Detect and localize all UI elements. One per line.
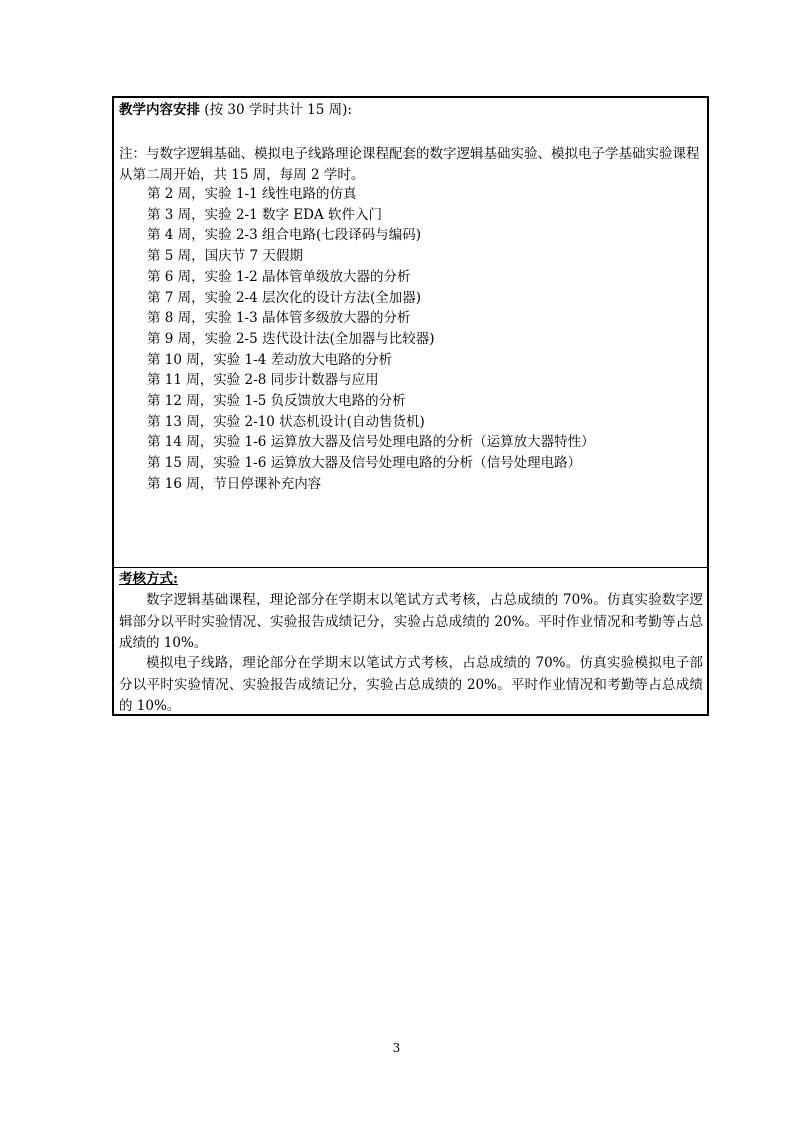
assessment-title: 考核方式: <box>119 571 178 587</box>
assessment-digital-logic: 数字逻辑基础课程，理论部分在学期末以笔试方式考核，占总成绩的 70%。仿真实验数字逻辑部分以平时实验情况、实验报告成绩记分，实验占总成绩的 20%。平时作业情况和考勤等占总成绩的 10%。 <box>119 592 703 651</box>
schedule-item: 第 6 周，实验 1-2 晶体管单级放大器的分析 <box>147 268 411 285</box>
teaching-note: 注：与数字逻辑基础、模拟电子线路理论课程配套的数字逻辑基础实验、模拟电子学基础实验课程从第二周开始，共 15 周，每周 2 学时。 <box>119 146 700 183</box>
page-number: 3 <box>392 1041 401 1055</box>
schedule-item: 第 14 周，实验 1-6 运算放大器及信号处理电路的分析（运算放大器特性） <box>147 434 595 451</box>
schedule-item: 第 16 周，节日停课补充内容 <box>147 475 322 492</box>
schedule-item: 第 15 周，实验 1-6 运算放大器及信号处理电路的分析（信号处理电路） <box>147 455 582 472</box>
schedule-item: 第 3 周，实验 2-1 数字 EDA 软件入门 <box>147 206 383 223</box>
teaching-title: 教学内容安排 <box>119 102 200 118</box>
schedule-item: 第 4 周，实验 2-3 组合电路(七段译码与编码) <box>147 227 422 244</box>
schedule-item: 第 5 周，国庆节 7 天假期 <box>147 248 303 265</box>
schedule-item: 第 11 周，实验 2-8 同步计数器与应用 <box>147 372 379 389</box>
schedule-list <box>147 184 595 495</box>
assessment-cell <box>114 568 707 714</box>
teaching-heading <box>119 102 352 119</box>
schedule-item: 第 12 周，实验 1-5 负反馈放大电路的分析 <box>147 393 406 410</box>
teaching-subtitle: (按 30 学时共计 15 周): <box>204 102 352 118</box>
teaching-schedule-cell <box>114 98 707 568</box>
schedule-item: 第 10 周，实验 1-4 差动放大电路的分析 <box>147 351 393 368</box>
schedule-item: 第 8 周，实验 1-3 晶体管多级放大器的分析 <box>147 310 411 327</box>
content-table <box>112 96 709 716</box>
schedule-item: 第 7 周，实验 2-4 层次化的设计方法(全加器) <box>147 289 422 306</box>
assessment-analog-electronics: 模拟电子线路，理论部分在学期末以笔试方式考核，占总成绩的 70%。仿真实验模拟电子部分以平时实验情况、实验报告成绩记分，实验占总成绩的 20%。平时作业情况和考勤等占总成绩的 10%。 <box>119 655 703 714</box>
schedule-item: 第 2 周，实验 1-1 线性电路的仿真 <box>147 186 357 202</box>
schedule-item: 第 13 周，实验 2-10 状态机设计(自动售货机) <box>147 413 425 430</box>
schedule-item: 第 9 周，实验 2-5 迭代设计法(全加器与比较器) <box>147 330 435 347</box>
